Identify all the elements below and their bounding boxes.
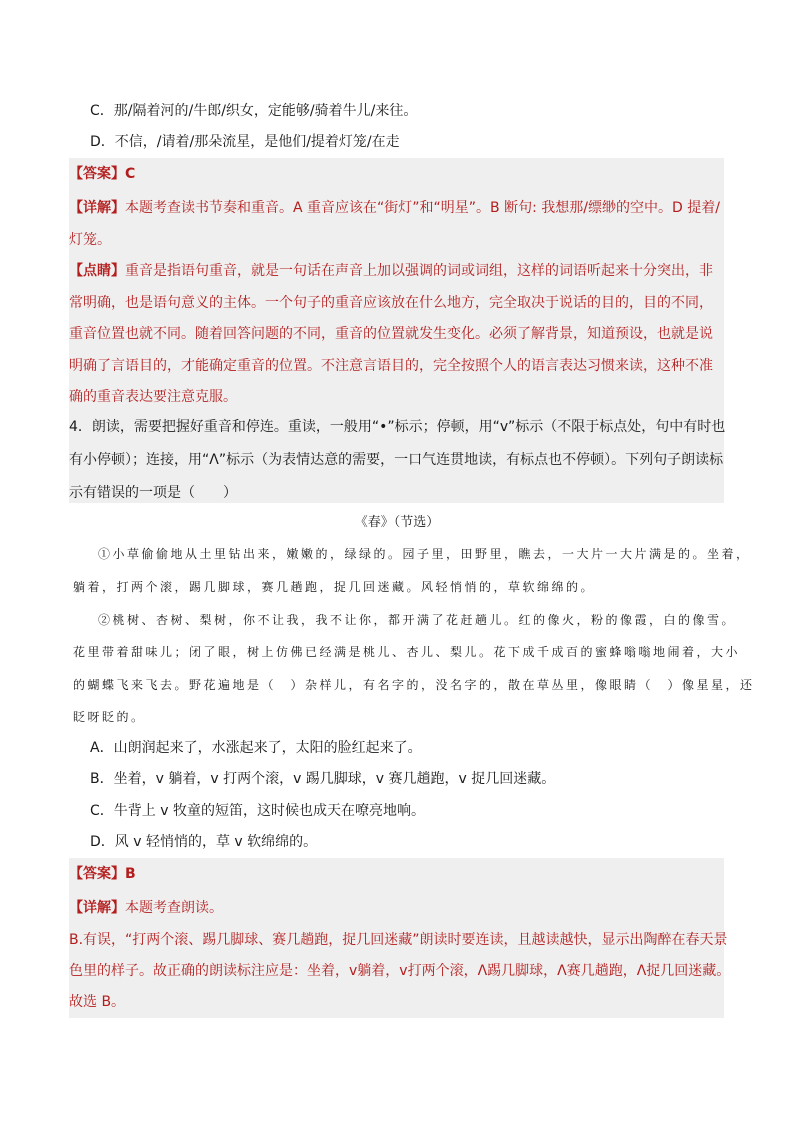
q3-option-d: D．不信，/请着/那朵流星，是他们/提着灯笼/在走 — [90, 134, 400, 150]
point-text: 重音是指语句重音，就是一句话在声音上加以强调的词或词组，这样的词语听起来十分突出，非 — [125, 263, 713, 279]
detail-tag: 【详解】 — [69, 200, 125, 216]
answer-value: B — [125, 866, 136, 882]
passage-line: ②桃树、杏树、梨树，你不让我，我不让你，都开满了花赶趟儿。红的像火，粉的像霞，白的像雪。 — [98, 613, 737, 627]
q4-stem-line3: 示有错误的一项是（ ） — [69, 485, 237, 501]
q3-point-line2: 常明确，也是语句意义的主体。一个句子的重音应该放在什么地方，完全取决于说话的目的，目的不同， — [69, 295, 713, 311]
detail-text: 本题考查朗读。 — [125, 900, 223, 916]
answer-tag: 【答案】 — [69, 166, 125, 182]
q4-detail-line1: B.有误，“打两个滚、踢几脚球、赛几趟跑，捉几回迷藏”朗读时要连读，且越读越快，显示出陶醉在春天景 — [69, 932, 728, 948]
q3-option-c: C．那/隔着河的/牛郎/织女，定能够/骑着牛儿/来往。 — [90, 103, 418, 119]
passage-line: 躺着，打两个滚，踢几脚球，赛几趟跑，捉几回迷藏。风轻悄悄的，草软绵绵的。 — [73, 580, 596, 594]
q4-detail-line3: 故选 B。 — [69, 994, 126, 1010]
q3-answer — [69, 164, 135, 184]
q4-stem-line2: 有小停顿）；连接，用“Λ”标示（为表情达意的需要，一口气连贯地读，有标点也不停顿）。下列句子朗读标 — [69, 452, 724, 468]
passage-line: 花里带着甜味儿；闭了眼，树上仿佛已经满是桃儿、杏儿、梨儿。花下成千成百的蜜蜂嗡嗡地闹着，大小 — [73, 645, 741, 659]
q4-answer-block — [69, 858, 731, 1018]
q3-detail-line1 — [69, 198, 720, 218]
q4-answer — [69, 864, 136, 884]
answer-value: C — [125, 166, 136, 182]
q4-detail-intro — [69, 898, 223, 918]
passage-line: 的蝴蝶飞来飞去。野花遍地是（ ）杂样儿，有名字的，没名字的，散在草丛里，像眼睛（ ）像星星，还 — [73, 678, 755, 692]
passage-line: 眨呀眨的。 — [73, 710, 146, 724]
passage-title: 《春》（节选） — [354, 515, 440, 530]
passage-line: ①小草偷偷地从土里钻出来，嫩嫩的，绿绿的。园子里，田野里，瞧去，一大片一大片满是的。坐着， — [98, 547, 751, 561]
answer-tag: 【答案】 — [69, 866, 125, 882]
q3-point-line4: 明确了言语目的，才能确定重音的位置。不注意言语目的，完全按照个人的语言表达习惯来读，这种不准 — [69, 358, 713, 374]
detail-tag: 【详解】 — [69, 900, 125, 916]
q4-option-d: D．风 v 轻悄悄的，草 v 软绵绵的。 — [90, 834, 318, 850]
q3-detail-line2: 灯笼。 — [69, 232, 111, 248]
q4-stem-line1: 4．朗读，需要把握好重音和停连。重读，一般用“•”标示；停顿，用“v”标示（不限于标点处，句中有时也 — [69, 419, 726, 435]
q4-option-a: A．山朗润起来了，水涨起来了，太阳的脸红起来了。 — [90, 740, 422, 756]
q3-point-line3: 重音位置也就不同。随着回答问题的不同，重音的位置就发生变化。必须了解背景，知道预设，也就是说 — [69, 326, 713, 342]
q4-detail-line2: 色里的样子。故正确的朗读标注应是：坐着，v躺着，v打两个滚，Λ踢几脚球，Λ赛几趟跑，Λ捉几回迷藏。 — [69, 963, 731, 979]
point-tag: 【点睛】 — [69, 263, 125, 279]
q3-point-line1 — [69, 261, 713, 281]
q4-option-b: B．坐着，v 躺着，v 打两个滚，v 踢几脚球，v 赛几趟跑，v 捉几回迷藏。 — [90, 771, 556, 787]
q3-point-line5: 确的重音表达要注意克服。 — [69, 389, 237, 405]
detail-text: 本题考查读书节奏和重音。A 重音应该在“街灯”和“明星”。B 断句: 我想那/缥缈的空中。D 提着/ — [125, 200, 720, 216]
q4-option-c: C．牛背上 v 牧童的短笛，这时候也成天在嘹亮地响。 — [90, 803, 425, 819]
